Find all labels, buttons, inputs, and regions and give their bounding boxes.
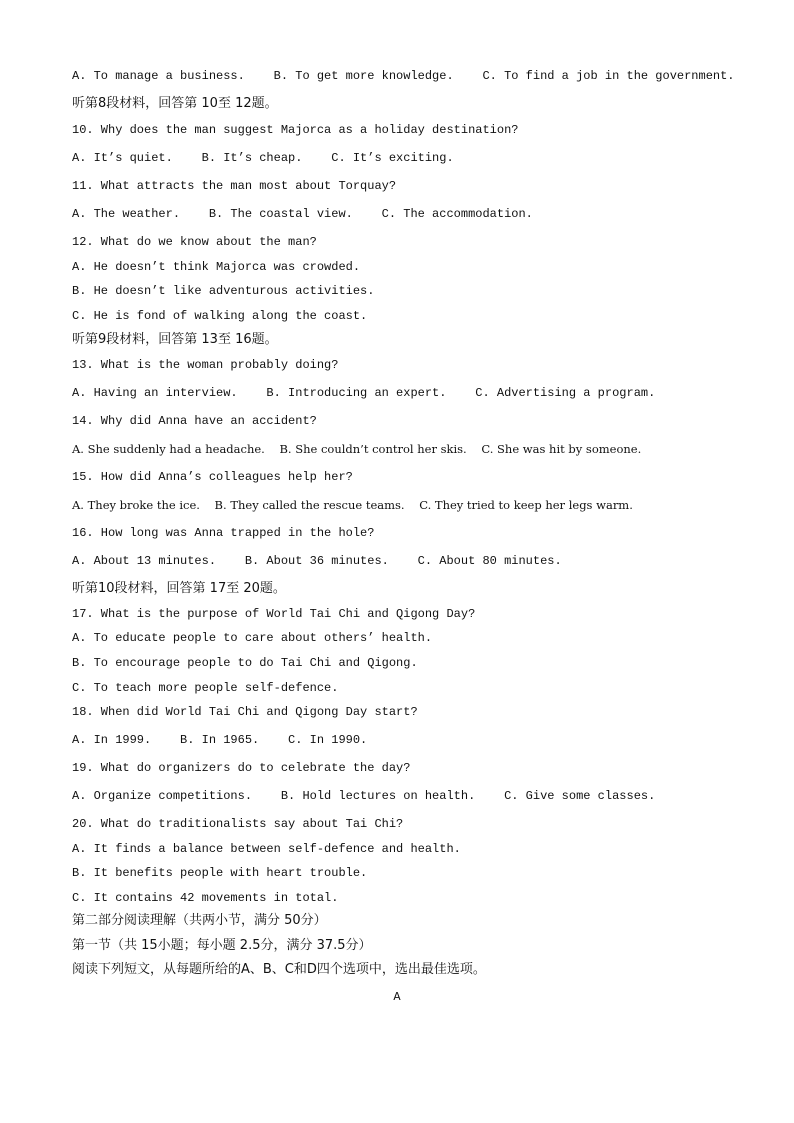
section-10-instruction: 听第10段材料，回答第 17至 20题。 [72, 581, 286, 596]
q15-options: A. They broke the ice. B. They called the rescue teams. C. They tried to keep her legs warm. [72, 498, 633, 512]
q9-options: A. To manage a business. B. To get more knowledge. C. To find a job in the government. [72, 69, 735, 83]
q17-option-b: B. To encourage people to do Tai Chi and Qigong. [72, 656, 418, 670]
q13-options: A. Having an interview. B. Introducing an expert. C. Advertising a program. [72, 386, 656, 400]
question-15: 15. How did Anna’s colleagues help her? [72, 470, 353, 484]
q18-options: A. In 1999. B. In 1965. C. In 1990. [72, 733, 368, 747]
q11-options: A. The weather. B. The coastal view. C. The accommodation. [72, 207, 533, 221]
reading-instruction: 阅读下列短文，从每题所给的A、B、C和D四个选项中，选出最佳选项。 [72, 962, 486, 977]
question-17: 17. What is the purpose of World Tai Chi and Qigong Day? [72, 607, 476, 621]
question-10: 10. Why does the man suggest Majorca as a holiday destination? [72, 123, 519, 137]
q20-option-b: B. It benefits people with heart trouble. [72, 866, 368, 880]
section-one-heading: 第一节（共 15小题；每小题 2.5分，满分 37.5分） [72, 938, 372, 953]
q14-options: A. She suddenly had a headache. B. She couldn’t control her skis. C. She was hit by someone. [72, 442, 642, 456]
question-16: 16. How long was Anna trapped in the hole? [72, 526, 375, 540]
passage-label: A [393, 990, 401, 1004]
question-20: 20. What do traditionalists say about Tai Chi? [72, 817, 404, 831]
q12-option-a: A. He doesn’t think Majorca was crowded. [72, 260, 361, 274]
q20-option-c: C. It contains 42 movements in total. [72, 891, 339, 905]
part-two-heading: 第二部分阅读理解（共两小节，满分 50分） [72, 913, 327, 928]
question-12: 12. What do we know about the man? [72, 235, 317, 249]
question-14: 14. Why did Anna have an accident? [72, 414, 317, 428]
q10-options: A. It’s quiet. B. It’s cheap. C. It’s exciting. [72, 151, 454, 165]
q20-option-a: A. It finds a balance between self-defence and health. [72, 842, 461, 856]
q12-option-b: B. He doesn’t like adventurous activities. [72, 284, 375, 298]
question-13: 13. What is the woman probably doing? [72, 358, 339, 372]
question-11: 11. What attracts the man most about Torquay? [72, 179, 397, 193]
q17-option-c: C. To teach more people self-defence. [72, 681, 339, 695]
q17-option-a: A. To educate people to care about others’ health. [72, 631, 433, 645]
question-19: 19. What do organizers do to celebrate the day? [72, 761, 411, 775]
q19-options: A. Organize competitions. B. Hold lectures on health. C. Give some classes. [72, 789, 656, 803]
q16-options: A. About 13 minutes. B. About 36 minutes. C. About 80 minutes. [72, 554, 562, 568]
q12-option-c: C. He is fond of walking along the coast. [72, 309, 368, 323]
section-9-instruction: 听第9段材料，回答第 13至 16题。 [72, 332, 278, 347]
section-8-instruction: 听第8段材料，回答第 10至 12题。 [72, 96, 278, 111]
question-18: 18. When did World Tai Chi and Qigong Day start? [72, 705, 418, 719]
